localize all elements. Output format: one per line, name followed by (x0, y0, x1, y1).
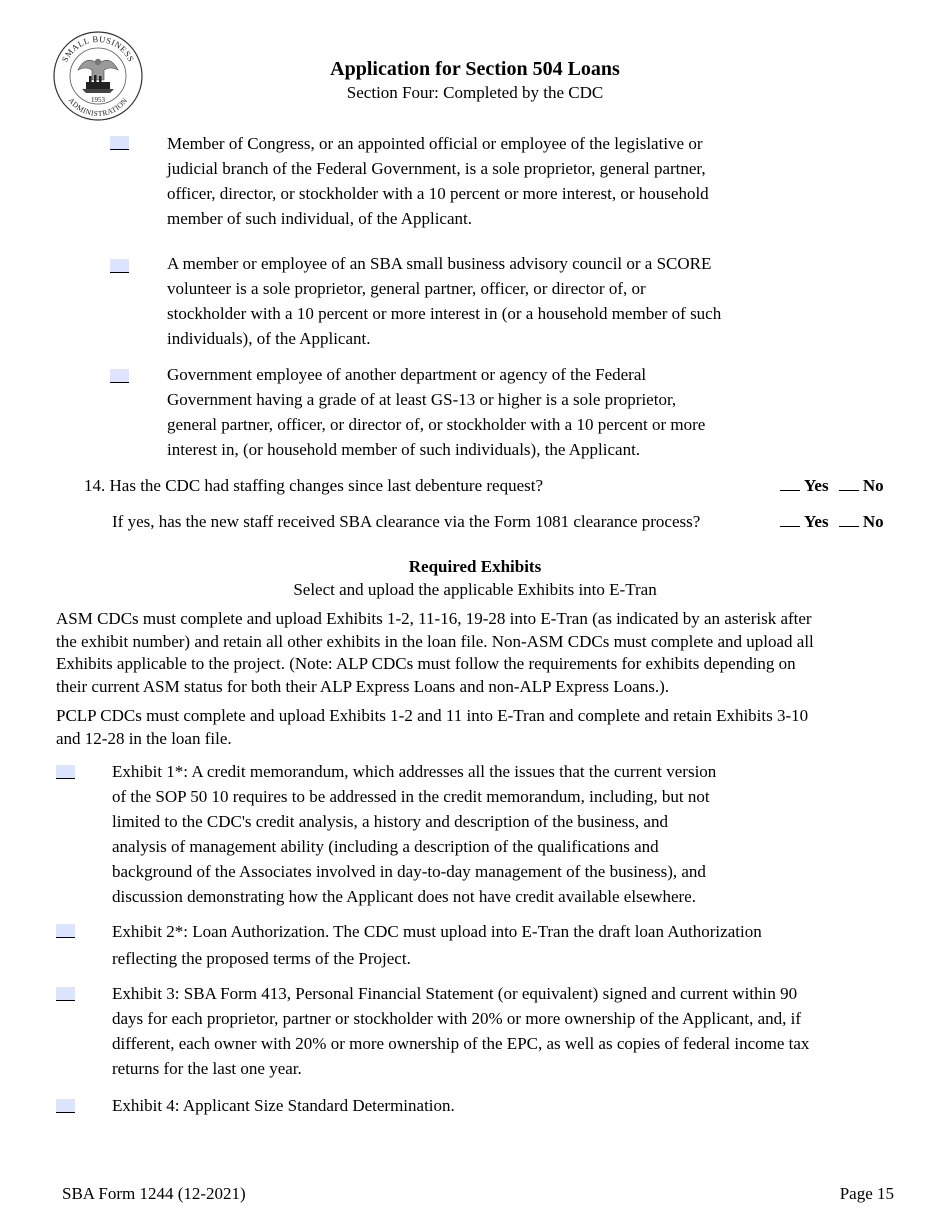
svg-text:ADMINISTRATION: ADMINISTRATION (66, 95, 130, 119)
q14f-yes-blank[interactable] (780, 512, 800, 527)
page-subtitle: Section Four: Completed by the CDC (346, 83, 604, 102)
checkbox-exhibit-3[interactable] (56, 987, 75, 1001)
footer-page-number: Page 15 (839, 1184, 894, 1203)
exhibit-3: Exhibit 3: SBA Form 413, Personal Financial Statement (or equivalent) signed and current within 90 days for each proprietor, partner or stockholder with 20% or more ownership of the Applicant, and, if different, each owner with 20% or more ownership of the EPC, as well as copies of federal income tax returns for the last one year. (112, 984, 810, 1078)
checkbox-government-employee[interactable] (110, 369, 129, 383)
svg-text:SMALL BUSINESS: SMALL BUSINESS (59, 33, 137, 64)
exhibit-2: Exhibit 2*: Loan Authorization. The CDC must upload into E-Tran the draft loan Authorization reflecting the proposed terms of the Project. (112, 922, 762, 968)
q14-yes-label: Yes (804, 476, 829, 495)
item-advisory-council-member: A member or employee of an SBA small business advisory council or a SCORE volunteer is a sole proprietor, general partner, officer, or director of, or stockholder with a 10 percent or more interest in (or a household member of such individuals), of the Applicant. (167, 254, 722, 348)
question-14-followup: If yes, has the new staff received SBA clearance via the Form 1081 clearance process? (112, 512, 701, 531)
required-exhibits-heading: Required Exhibits (408, 557, 542, 576)
exhibit-1: Exhibit 1*: A credit memorandum, which addresses all the issues that the current version of the SOP 50 10 requires to be addressed in the credit memorandum, including, but not limited to the CDC's credit analysis, a history and description of the business, and analysis of management ability (including a description of the qualifications and background of the Associates involved in day-to-day management of the business), and discussion demonstrating how the Applicant does not have credit available elsewhere. (112, 762, 717, 906)
checkbox-exhibit-4[interactable] (56, 1099, 75, 1113)
question-14: 14. Has the CDC had staffing changes since last debenture request? (84, 476, 544, 495)
footer-form-id: SBA Form 1244 (12-2021) (62, 1184, 246, 1203)
pclp-instructions-paragraph: PCLP CDCs must complete and upload Exhibits 1-2 and 11 into E-Tran and complete and retain Exhibits 3-10 and 12-28 in the loan file. (56, 706, 809, 748)
checkbox-exhibit-1[interactable] (56, 765, 75, 779)
q14-no-label: No (862, 476, 884, 495)
checkbox-exhibit-2[interactable] (56, 924, 75, 938)
q14f-no-label: No (862, 512, 884, 531)
question-14-answer (780, 473, 884, 498)
checkbox-congress-member[interactable] (110, 136, 129, 150)
item-congress-member: Member of Congress, or an appointed official or employee of the legislative or judicial branch of the Federal Government, is a sole proprietor, general partner, officer, director, or stockholder with a 10 percent or more interest, or household member of such individual, of the Applicant. (167, 134, 709, 228)
exhibit-4: Exhibit 4: Applicant Size Standard Determination. (112, 1096, 455, 1115)
q14f-no-blank[interactable] (839, 512, 859, 527)
page-title: Application for Section 504 Loans (330, 58, 620, 80)
asm-instructions-paragraph: ASM CDCs must complete and upload Exhibits 1-2, 11-16, 19-28 into E-Tran (as indicated by an asterisk after the exhibit number) and retain all other exhibits in the loan file. Non-ASM CDCs must complete and upload all Exhibits applicable to the project. (Note: ALP CDCs must follow the requirements for exhibits depending on their current ASM status for both their ALP Express Loans and non-ALP Express Loans.). (56, 609, 814, 696)
required-exhibits-subheading: Select and upload the applicable Exhibits into E-Tran (293, 580, 657, 599)
q14f-yes-label: Yes (804, 512, 829, 531)
question-14-followup-answer (780, 509, 884, 534)
item-government-employee: Government employee of another department or agency of the Federal Government having a grade of at least GS-13 or higher is a sole proprietor, general partner, officer, or director of, or stockholder with a 10 percent or more interest in, (or household member of such individuals), the Applicant. (167, 365, 706, 459)
checkbox-advisory-council-member[interactable] (110, 259, 129, 273)
svg-text:1953: 1953 (91, 96, 105, 104)
q14-yes-blank[interactable] (780, 476, 800, 491)
q14-no-blank[interactable] (839, 476, 859, 491)
